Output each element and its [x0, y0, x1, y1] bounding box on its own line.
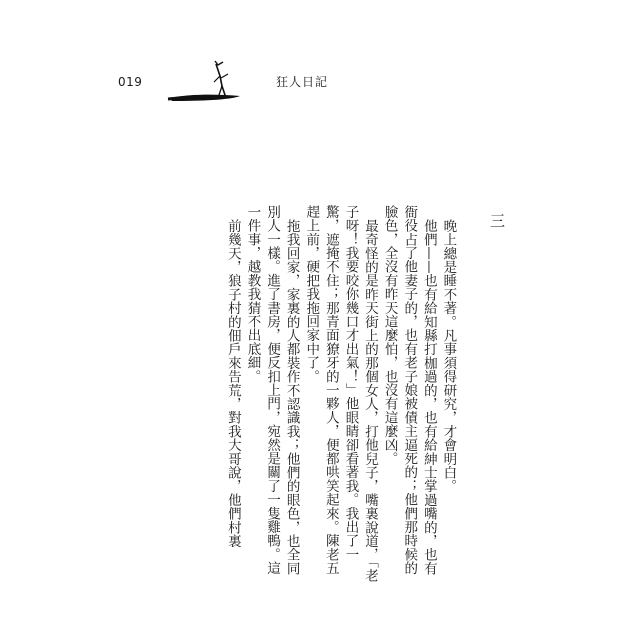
- paragraph: 最奇怪的是昨天街上的那個女人，打他兒子，嘴裏說道，「老子呀！我要咬你幾口才出氣！」他眼睛卻看著我。我出了一驚，遮掩不住；那青面獠牙的一夥人，便都哄笑起來。陳老五趕上前，硬把我拖回家中了。: [303, 205, 379, 582]
- paragraph: 前幾天，狼子村的佃戶來告荒，對我大哥說，他們村裏: [224, 218, 241, 548]
- body-text: [121, 205, 506, 585]
- paragraph: 他們——也有給知縣打枷過的，也有給紳士掌過嘴的，也有衙役占了他妻子的，也有老子娘被債主逼死的；他們那時候的臉色，全沒有昨天這麼怕，也沒有這麼凶。: [381, 205, 437, 575]
- ink-figure-illustration: [160, 56, 260, 106]
- page-number: 019: [118, 75, 143, 89]
- book-title: 狂人日記: [276, 75, 329, 89]
- paragraph: 晚上總是睡不著。凡事須得研究，才會明白。: [440, 218, 457, 493]
- chapter-number: 三: [488, 213, 506, 229]
- paragraph: 拖我回家，家裏的人都裝作不認識我；他們的眼色，也全同別人一樣。進了書房，便反扣上門，宛然是關了一隻雞鴨。這一件事，越教我猜不出底細。: [244, 205, 300, 575]
